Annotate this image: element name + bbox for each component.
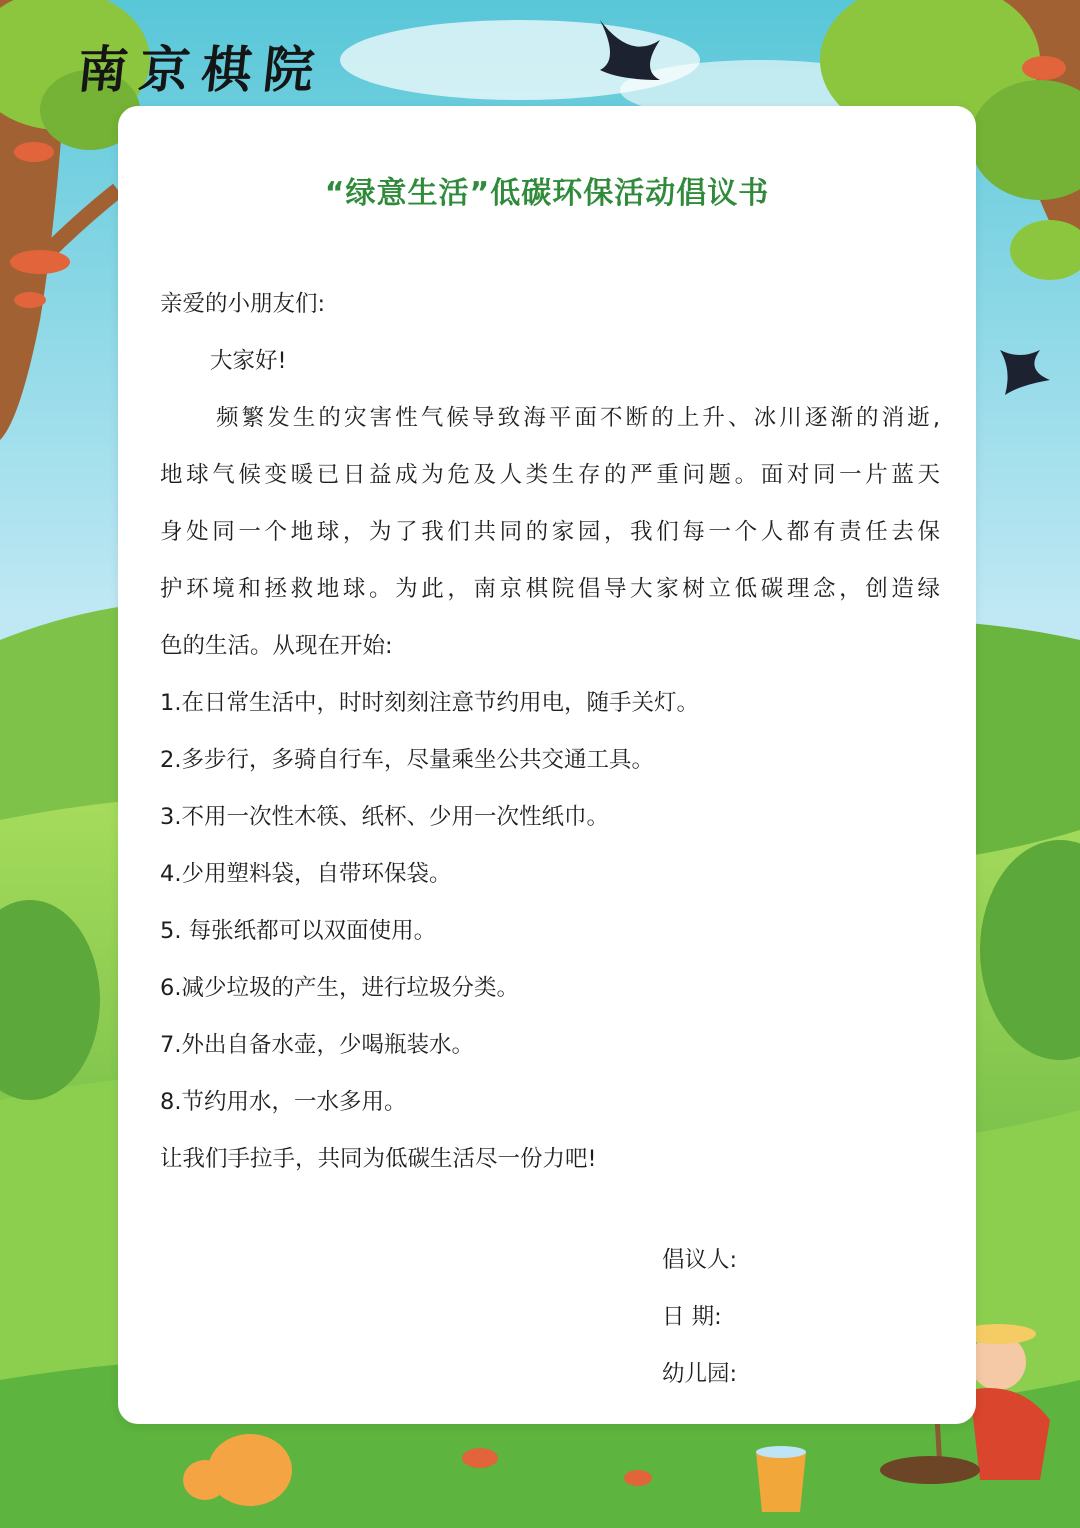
list-item: 1.在日常生活中，时时刻刻注意节约用电，随手关灯。 — [160, 690, 699, 716]
paragraph-line: 护环境和拯救地球。为此，南京棋院倡导大家树立低碳理念，创造绿 — [160, 576, 940, 602]
kindergarten-label: 幼儿园: — [662, 1361, 738, 1387]
proposer-label: 倡议人: — [662, 1247, 738, 1273]
letter-body — [160, 276, 940, 1188]
list-item: 3.不用一次性木筷、纸杯、少用一次性纸巾。 — [160, 804, 609, 830]
list-item: 8.节约用水，一水多用。 — [160, 1089, 407, 1115]
paragraph-line: 地球气候变暖已日益成为危及人类生存的严重问题。面对同一片蓝天 — [160, 462, 940, 488]
list-item: 7.外出自备水壶，少喝瓶装水。 — [160, 1032, 474, 1058]
paragraph-line: 色的生活。从现在开始: — [160, 633, 393, 659]
proposal-letter — [118, 106, 976, 1424]
page-title: “绿意生活”低碳环保活动倡议书 — [324, 176, 770, 211]
paragraph-line: 身处同一个地球，为了我们共同的家园，我们每一个人都有责任去保 — [160, 519, 940, 545]
salutation: 亲爱的小朋友们: — [160, 291, 326, 317]
paragraph-line: 频繁发生的灾害性气候导致海平面不断的上升、冰川逐渐的消逝, — [216, 405, 940, 431]
list-item: 2.多步行，多骑自行车，尽量乘坐公共交通工具。 — [160, 747, 654, 773]
closing-line: 让我们手拉手，共同为低碳生活尽一份力吧! — [160, 1146, 597, 1172]
brand-logo-text: 南京棋院 — [74, 40, 329, 99]
greeting: 大家好! — [210, 348, 287, 374]
list-item: 5. 每张纸都可以双面使用。 — [160, 918, 437, 944]
date-label: 日 期: — [662, 1304, 722, 1330]
list-item: 4.少用塑料袋，自带环保袋。 — [160, 861, 452, 887]
list-item: 6.减少垃圾的产生，进行垃圾分类。 — [160, 975, 519, 1001]
signature-block — [662, 1232, 737, 1403]
